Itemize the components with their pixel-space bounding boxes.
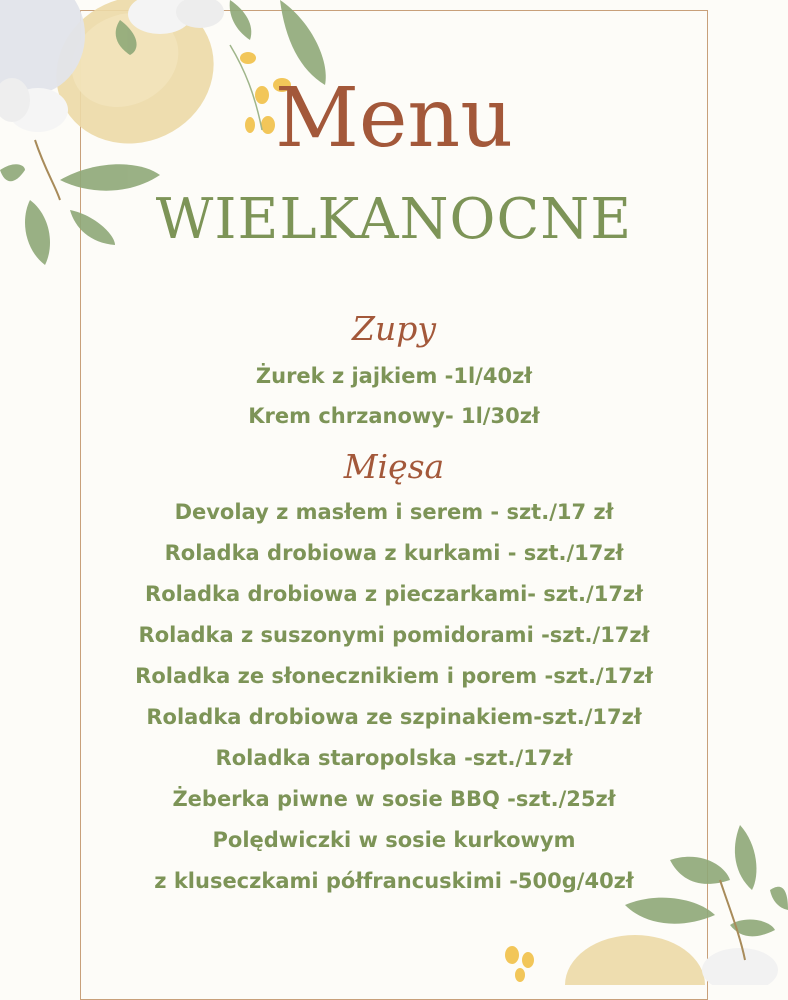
menu-item: Roladka drobiowa ze szpinakiem-szt./17zł xyxy=(146,705,642,729)
menu-item: Żeberka piwne w sosie BBQ -szt./25zł xyxy=(172,787,616,811)
menu-item: Roladka drobiowa z kurkami - szt./17zł xyxy=(164,541,624,565)
menu-item: Żurek z jajkiem -1l/40zł xyxy=(255,364,533,388)
menu-item: Roladka staropolska -szt./17zł xyxy=(215,746,573,770)
menu-title: Menu xyxy=(274,71,514,166)
menu-item: Devolay z masłem i serem - szt./17 zł xyxy=(174,500,614,524)
white-flower-icon xyxy=(702,948,778,985)
menu-item: Roladka ze słonecznikiem i porem -szt./17zł xyxy=(135,664,653,688)
section-heading-zupy: Zupy xyxy=(352,309,436,348)
menu-item: z kluseczkami półfrancuskimi -500g/40zł xyxy=(154,869,634,893)
yellow-bud-icon xyxy=(505,946,534,982)
section-heading-miesa: Mięsa xyxy=(343,447,445,486)
easter-egg-icon xyxy=(565,935,705,985)
menu-item: Polędwiczki w sosie kurkowym xyxy=(212,828,576,852)
menu-item: Roladka drobiowa z pieczarkami- szt./17zł xyxy=(145,582,643,606)
menu-item: Roladka z suszonymi pomidorami -szt./17zł xyxy=(138,623,650,647)
menu-subtitle: WIELKANOCNE xyxy=(155,187,633,252)
menu-item: Krem chrzanowy- 1l/30zł xyxy=(248,404,540,428)
